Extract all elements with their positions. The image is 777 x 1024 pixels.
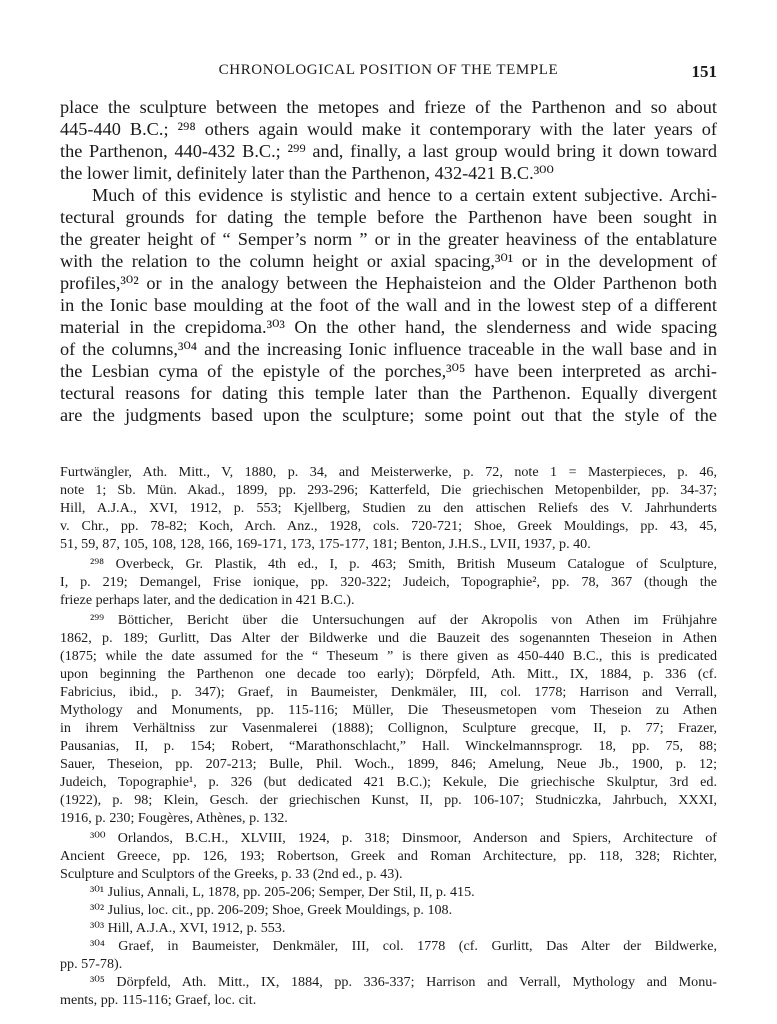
footnote-line: v. Chr., pp. 78-82; Koch, Arch. Anz., 1928, cols. 720-721; Shoe, Greek Mouldings, pp. 43, 45, [60, 518, 717, 534]
running-title: CHRONOLOGICAL POSITION OF THE TEMPLE [218, 62, 559, 78]
footnote-line: Pausanias, II, p. 154; Robert, “Marathonschlacht,” Hall. Winckelmannsprogr. 18, pp. 75, 88; [60, 738, 717, 754]
body-line: profiles,³⁰² or in the analogy between the Hephaisteion and the Older Parthenon both [60, 273, 717, 293]
footnote-302: ³⁰² Julius, loc. cit., pp. 206-209; Shoe, Greek Mouldings, p. 108. [90, 902, 453, 918]
footnote-line: ments, pp. 115-116; Graef, loc. cit. [60, 992, 257, 1008]
body-line: the greater height of “ Semper’s norm ” or in the greater heaviness of the entablature [60, 229, 717, 249]
footnote-line: Mythology and Monuments, pp. 115-116; Müller, Die Theseusmetopen vom Theseion zu Athen [60, 702, 717, 718]
footnote-303: ³⁰³ Hill, A.J.A., XVI, 1912, p. 553. [90, 920, 286, 936]
body-text [60, 96, 717, 426]
footnote-298: ²⁹⁸ Overbeck, Gr. Plastik, 4th ed., I, p. 463; Smith, British Museum Catalogue of Sculpture, [90, 556, 717, 572]
footnote-line: Hill, A.J.A., XVI, 1912, p. 553; Kjellberg, Studien zu den attischen Reliefs des V. Jahrhunderts [60, 500, 717, 516]
body-line: with the relation to the column height or axial spacing,³⁰¹ or in the development of [60, 251, 717, 271]
footnote-line: 51, 59, 87, 105, 108, 128, 166, 169-171, 173, 175-177, 181; Benton, J.H.S., LVII, 1937, p. 40. [60, 536, 591, 552]
body-line: Much of this evidence is stylistic and hence to a certain extent subjective. Archi- [92, 185, 717, 205]
footnote-line: I, p. 219; Demangel, Frise ionique, pp. 320-322; Judeich, Topographie², pp. 78, 367 (though the [60, 574, 717, 590]
footnote-line: note 1; Sb. Mün. Akad., 1899, pp. 293-296; Katterfeld, Die griechischen Metopenbilder, pp. 34-37; [60, 482, 717, 498]
body-line: 445-440 B.C.; ²⁹⁸ others again would make it contemporary with the later years of [60, 119, 717, 139]
body-line: place the sculpture between the metopes and frieze of the Parthenon and so about [60, 97, 717, 117]
body-line: of the columns,³⁰⁴ and the increasing Ionic influence traceable in the wall base and in [60, 339, 717, 359]
running-head [60, 62, 717, 84]
footnote-line: Sauer, Theseion, pp. 207-213; Bulle, Phil. Woch., 1899, 846; Amelung, Neue Jb., 1900, p. 12; [60, 756, 717, 772]
body-line: material in the crepidoma.³⁰³ On the other hand, the slenderness and wide spacing [60, 317, 717, 337]
footnote-300: ³⁰⁰ Orlandos, B.C.H., XLVIII, 1924, p. 318; Dinsmoor, Anderson and Spiers, Architecture of [90, 830, 717, 846]
footnote-301: ³⁰¹ Julius, Annali, L, 1878, pp. 205-206; Semper, Der Stil, II, p. 415. [90, 884, 475, 900]
body-line: the lower limit, definitely later than the Parthenon, 432-421 B.C.³⁰⁰ [60, 163, 554, 183]
footnote-line: Furtwängler, Ath. Mitt., V, 1880, p. 34, and Meisterwerke, p. 72, note 1 = Masterpieces, p. 46, [60, 464, 717, 480]
footnote-line: Ancient Greece, pp. 126, 193; Robertson, Greek and Roman Architecture, pp. 118, 328; Richter, [60, 848, 717, 864]
footnote-line: 1862, p. 189; Gurlitt, Das Alter der Bildwerke und die Bauzeit des sogenannten Theseion in Athen [60, 630, 717, 646]
body-line: tectural reasons for dating this temple later than the Parthenon. Equally divergent [60, 383, 717, 403]
footnotes [60, 463, 717, 1009]
body-line: the Parthenon, 440-432 B.C.; ²⁹⁹ and, finally, a last group would bring it down toward [60, 141, 717, 161]
footnote-line: 1916, p. 230; Fougères, Athènes, p. 132. [60, 810, 288, 826]
footnote-305: ³⁰⁵ Dörpfeld, Ath. Mitt., IX, 1884, pp. 336-337; Harrison and Verrall, Mythology and Monu- [90, 974, 717, 990]
body-line: the Lesbian cyma of the epistyle of the porches,³⁰⁵ have been interpreted as archi- [60, 361, 717, 381]
body-line: tectural grounds for dating the temple before the Parthenon have been sought in [60, 207, 717, 227]
footnote-line: (1922), p. 98; Klein, Gesch. der griechischen Kunst, II, pp. 106-107; Studniczka, Jahrbuch, XXXI, [60, 792, 717, 808]
footnote-line: (1875; while the date assumed for the “ Theseum ” is there given as 450-440 B.C., this is predicated [60, 648, 717, 664]
footnote-line: Sculpture and Sculptors of the Greeks, p. 33 (2nd ed., p. 43). [60, 866, 403, 882]
page-number: 151 [691, 62, 717, 81]
footnote-line: upon beginning the Parthenon one decade too early); Dörpfeld, Ath. Mitt., IX, 1884, p. 336 (cf. [60, 666, 717, 682]
footnote-line: pp. 57-78). [60, 956, 123, 972]
footnote-line: Judeich, Topographie¹, p. 326 (but dedicated 421 B.C.); Kekule, Die griechische Skulptur, 3rd ed. [60, 774, 717, 790]
footnote-299: ²⁹⁹ Bötticher, Bericht über die Untersuchungen auf der Akropolis von Athen im Frühjahre [90, 612, 717, 628]
footnote-304: ³⁰⁴ Graef, in Baumeister, Denkmäler, III, col. 1778 (cf. Gurlitt, Das Alter der Bildwerke, [90, 938, 717, 954]
body-line: are the judgments based upon the sculpture; some point out that the style of the [60, 405, 717, 425]
footnote-line: Fabricius, ibid., p. 347); Graef, in Baumeister, Denkmäler, III, col. 1778; Harrison and Verrall, [60, 684, 717, 700]
footnote-line: frieze perhaps later, and the dedication in 421 B.C.). [60, 592, 355, 608]
footnote-line: in ihrem Verhältniss zur Vasenmalerei (1888); Collignon, Sculpture grecque, II, p. 77; Frazer, [60, 720, 717, 736]
body-line: in the Ionic base moulding at the foot of the wall and in the lowest step of a different [60, 295, 717, 315]
